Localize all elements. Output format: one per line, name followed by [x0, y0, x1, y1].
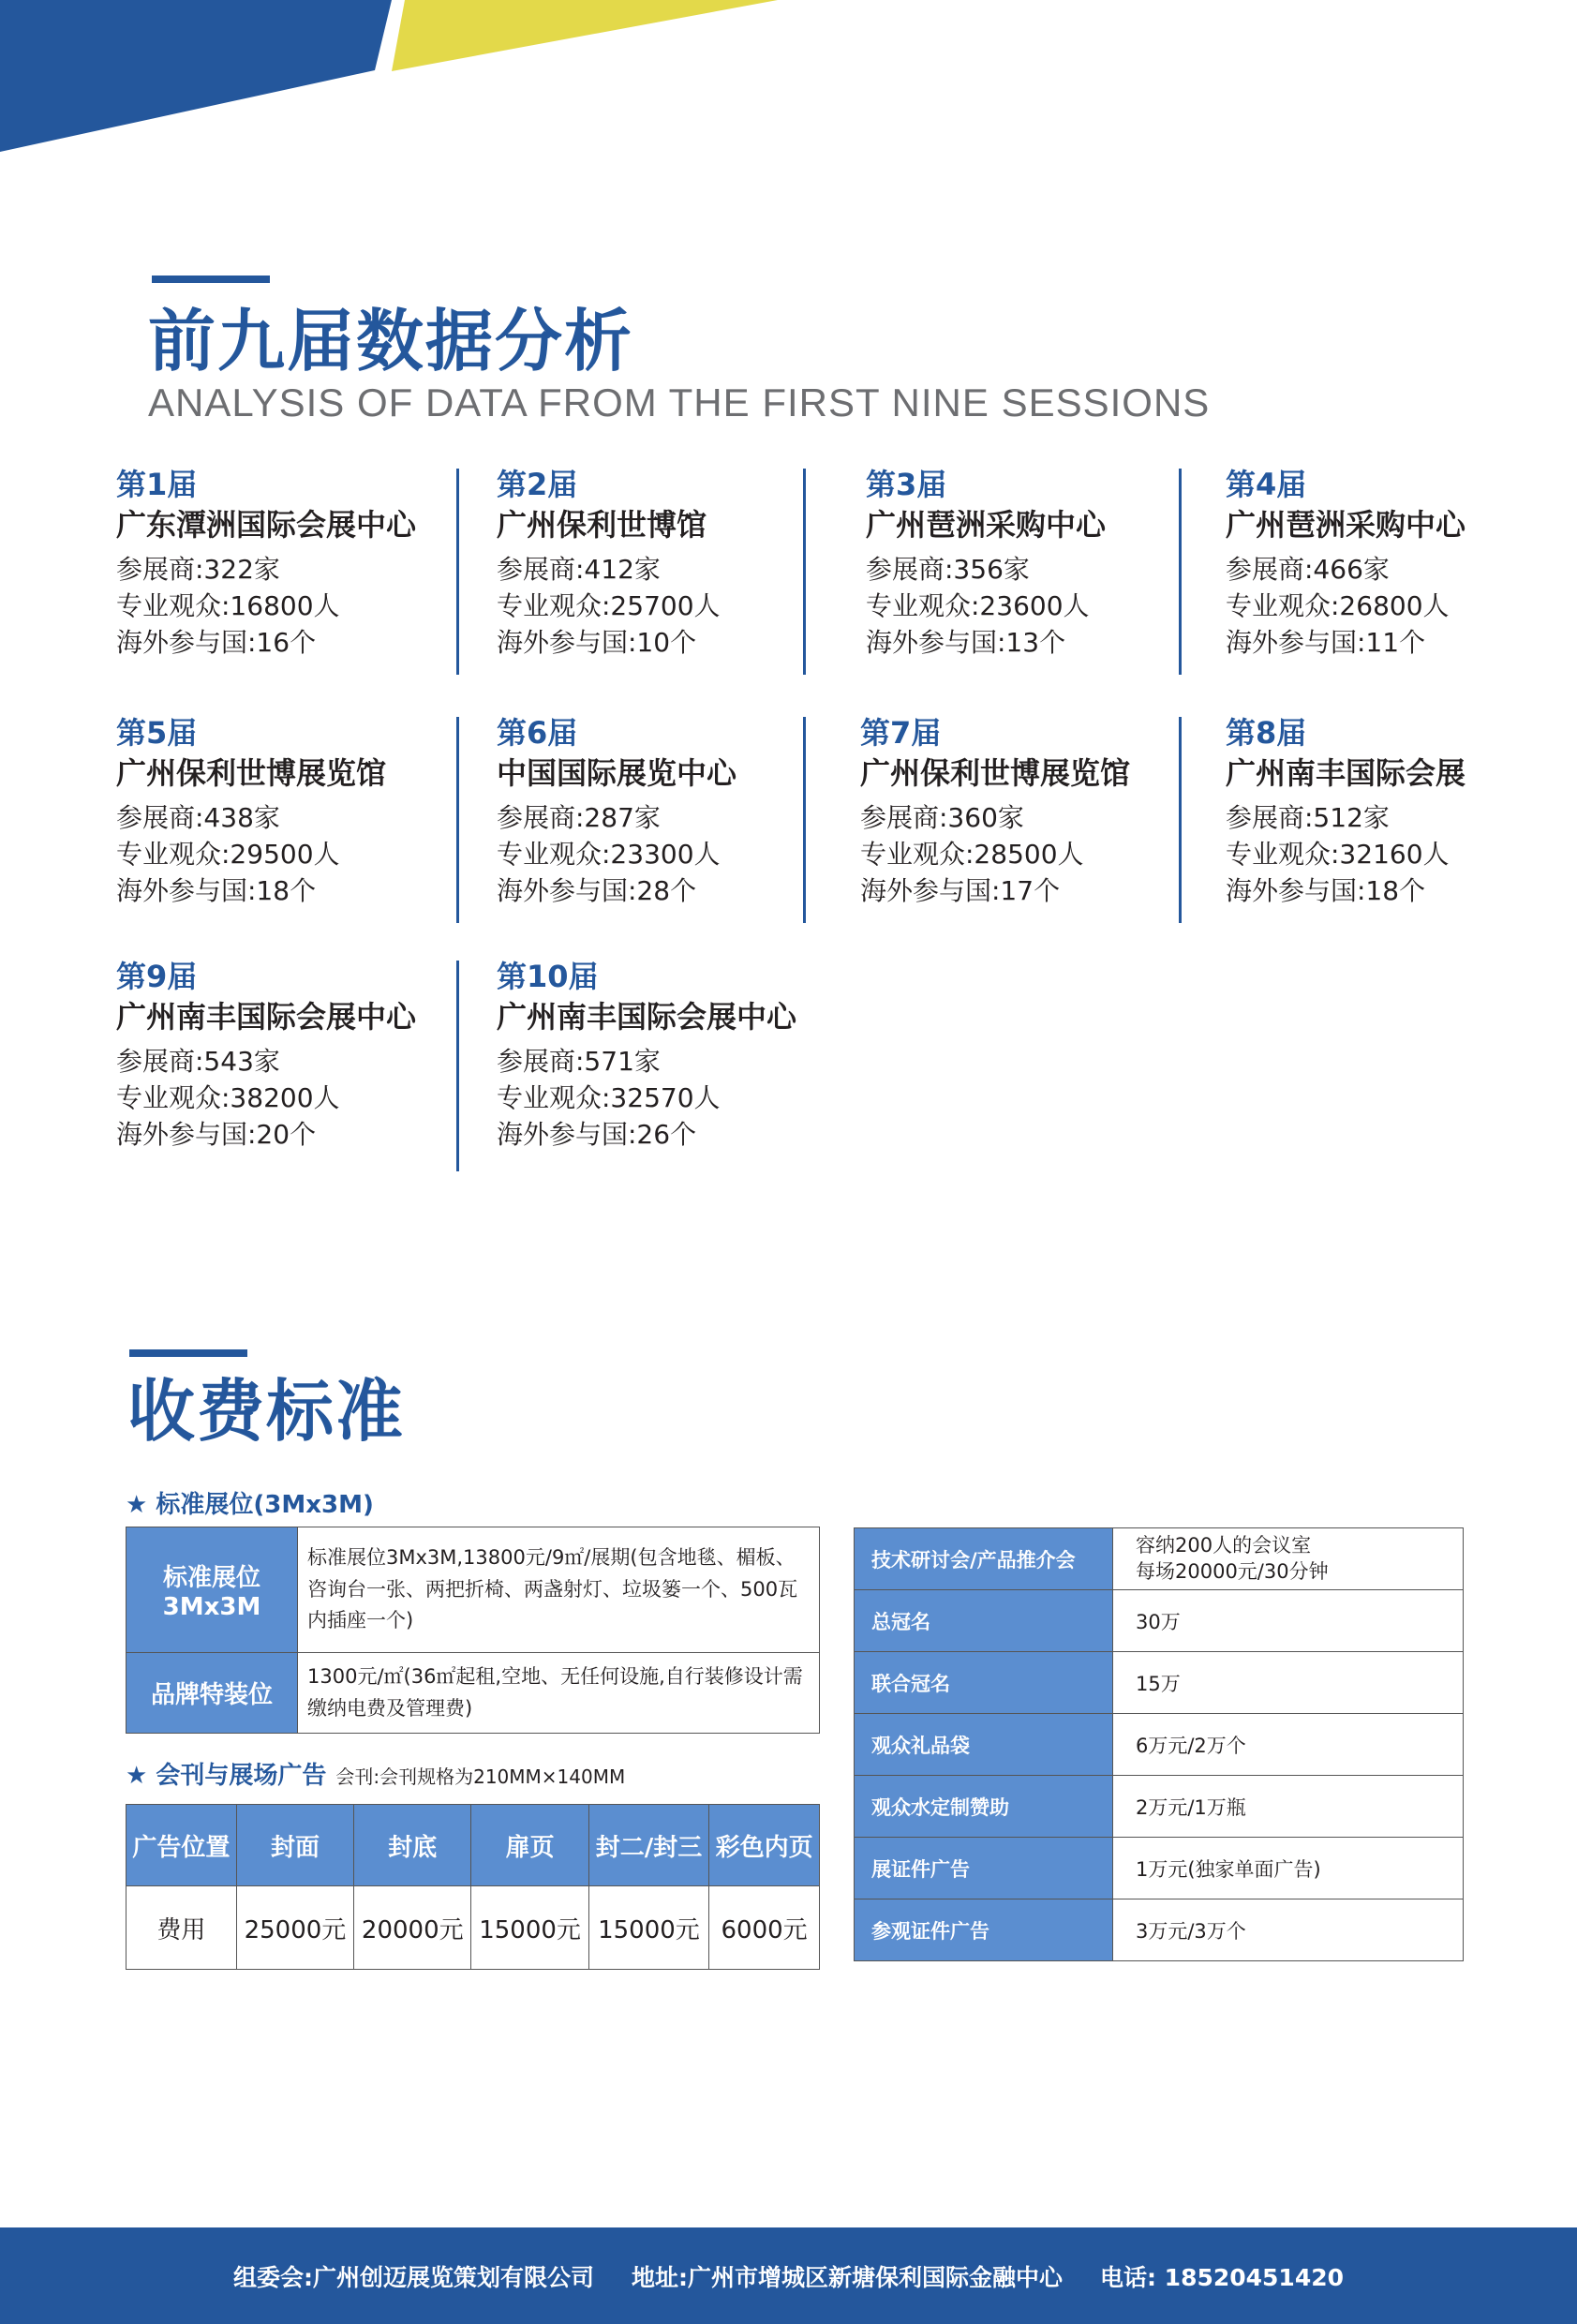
session-visitors: 专业观众:29500人: [116, 838, 340, 870]
fee-value: 3万元/3万个: [1113, 1899, 1464, 1961]
session-countries: 海外参与国:13个: [866, 626, 1066, 658]
session-card: [497, 717, 853, 909]
session-number: 第9届: [116, 959, 198, 994]
session-number: 第7届: [860, 715, 942, 751]
table-cell: 15000元: [471, 1886, 588, 1970]
session-countries: 海外参与国:18个: [1226, 874, 1426, 906]
session-card: [116, 469, 472, 661]
column-header: 扉页: [471, 1805, 588, 1886]
section2-title: 收费标准: [127, 1372, 406, 1451]
session-number: 第5届: [116, 715, 198, 751]
fee-value-line: 容纳200人的会议室: [1136, 1534, 1312, 1557]
table-row: [855, 1590, 1464, 1652]
ads-heading-row: [126, 1756, 625, 1791]
footer-bar: [0, 2227, 1577, 2324]
session-countries: 海外参与国:10个: [497, 626, 697, 658]
session-exhibitors: 参展商:360家: [860, 801, 1024, 833]
table-row: [855, 1652, 1464, 1714]
section1-subtitle: ANALYSIS OF DATA FROM THE FIRST NINE SESSIONS: [148, 380, 1211, 425]
session-visitors: 专业观众:23300人: [497, 838, 721, 870]
ads-table: [126, 1804, 820, 1970]
session-card: [497, 961, 853, 1153]
section1-title: 前九届数据分析: [148, 302, 634, 380]
column-header: 封面: [236, 1805, 353, 1886]
session-countries: 海外参与国:28个: [497, 874, 697, 906]
corner-decoration: [0, 0, 843, 159]
session-venue: 广州南丰国际会展中心: [116, 999, 417, 1035]
session-venue: 广州保利世博展览馆: [116, 755, 387, 792]
fee-value: [1113, 1528, 1464, 1590]
fee-value: 1万元(独家单面广告): [1113, 1838, 1464, 1899]
session-exhibitors: 参展商:412家: [497, 553, 661, 585]
column-header: 彩色内页: [709, 1805, 820, 1886]
booth-label-line: 品牌特装位: [150, 1681, 273, 1709]
session-venue: 广州南丰国际会展: [1226, 755, 1466, 792]
session-venue: 广州南丰国际会展中心: [497, 999, 797, 1035]
session-countries: 海外参与国:16个: [116, 626, 317, 658]
yellow-corner-shape: [392, 0, 778, 71]
footer-phone: 电话: 18520451420: [1099, 2263, 1345, 2291]
session-countries: 海外参与国:26个: [497, 1118, 697, 1150]
session-number: 第1届: [116, 467, 198, 502]
fee-value-line: 每场20000元/30分钟: [1136, 1559, 1329, 1583]
table-row: [855, 1528, 1464, 1590]
session-card: [866, 469, 1222, 661]
session-venue: 广州保利世博馆: [497, 507, 707, 544]
table-row: [855, 1776, 1464, 1838]
session-number: 第8届: [1226, 715, 1307, 751]
session-card: [116, 717, 472, 909]
session-venue: 广州保利世博展览馆: [860, 755, 1131, 792]
column-header: 广告位置: [126, 1805, 237, 1886]
session-exhibitors: 参展商:571家: [497, 1045, 661, 1077]
table-row: [855, 1838, 1464, 1899]
fee-value: 15万: [1113, 1652, 1464, 1714]
table-row: [855, 1899, 1464, 1961]
session-venue: 广州琶洲采购中心: [1226, 507, 1466, 544]
session-card: [1226, 717, 1577, 909]
table-row: [126, 1527, 820, 1653]
session-card: [497, 469, 853, 661]
session-exhibitors: 参展商:438家: [116, 801, 280, 833]
session-exhibitors: 参展商:322家: [116, 553, 280, 585]
session-number: 第3届: [866, 467, 947, 502]
table-header-row: [126, 1805, 820, 1886]
session-visitors: 专业观众:28500人: [860, 838, 1084, 870]
footer-address: 地址:广州市增城区新塘保利国际金融中心: [631, 2263, 1063, 2291]
session-number: 第2届: [497, 467, 578, 502]
session-venue: 广东潭洲国际会展中心: [116, 507, 417, 544]
fee-label: 参观证件广告: [855, 1899, 1113, 1961]
session-card: [116, 961, 472, 1153]
session-visitors: 专业观众:26800人: [1226, 589, 1450, 621]
table-cell: 25000元: [236, 1886, 353, 1970]
booth-table: [126, 1527, 820, 1734]
table-row: [126, 1886, 820, 1970]
fee-label: 观众水定制赞助: [855, 1776, 1113, 1838]
table-cell: 6000元: [709, 1886, 820, 1970]
table-cell: 15000元: [588, 1886, 708, 1970]
booth-description: 1300元/㎡(36㎡起租,空地、无任何设施,自行装修设计需缴纳电费及管理费): [298, 1653, 820, 1734]
table-cell: 20000元: [354, 1886, 471, 1970]
session-exhibitors: 参展商:287家: [497, 801, 661, 833]
footer-organizer: 组委会:广州创迈展览策划有限公司: [232, 2263, 594, 2291]
session-number: 第10届: [497, 959, 599, 994]
session-visitors: 专业观众:38200人: [116, 1081, 340, 1113]
session-countries: 海外参与国:20个: [116, 1118, 317, 1150]
booth-label: [126, 1527, 298, 1653]
booth-label: [126, 1653, 298, 1734]
session-venue: 中国国际展览中心: [497, 755, 737, 792]
fee-label: 展证件广告: [855, 1838, 1113, 1899]
session-visitors: 专业观众:25700人: [497, 589, 721, 621]
ads-note: 会刊:会刊规格为210MM×140MM: [335, 1765, 626, 1788]
session-number: 第6届: [497, 715, 578, 751]
fee-label: 联合冠名: [855, 1652, 1113, 1714]
session-card: [860, 717, 1216, 909]
table-row: [855, 1714, 1464, 1776]
session-countries: 海外参与国:18个: [116, 874, 317, 906]
booth-label-line: 3Mx3M: [162, 1593, 261, 1621]
session-visitors: 专业观众:32160人: [1226, 838, 1450, 870]
fee-value: 6万元/2万个: [1113, 1714, 1464, 1776]
table-row: [126, 1653, 820, 1734]
sponsorship-fee-table: [854, 1527, 1464, 1961]
booth-description: 标准展位3Mx3M,13800元/9㎡/展期(包含地毯、楣板、咨询台一张、两把折椅、两盏射灯、垃圾篓一个、500瓦内插座一个): [298, 1527, 820, 1653]
column-header: 封底: [354, 1805, 471, 1886]
session-number: 第4届: [1226, 467, 1307, 502]
session-visitors: 专业观众:23600人: [866, 589, 1090, 621]
session-venue: 广州琶洲采购中心: [866, 507, 1107, 544]
fee-label: 总冠名: [855, 1590, 1113, 1652]
session-visitors: 专业观众:16800人: [116, 589, 340, 621]
ads-heading: ★ 会刊与展场广告: [126, 1762, 327, 1790]
fee-label: 技术研讨会/产品推介会: [855, 1528, 1113, 1590]
fee-value: 2万元/1万瓶: [1113, 1776, 1464, 1838]
session-exhibitors: 参展商:543家: [116, 1045, 280, 1077]
session-visitors: 专业观众:32570人: [497, 1081, 721, 1113]
session-exhibitors: 参展商:512家: [1226, 801, 1390, 833]
section2-title-bar: [129, 1349, 247, 1357]
session-countries: 海外参与国:11个: [1226, 626, 1426, 658]
session-countries: 海外参与国:17个: [860, 874, 1061, 906]
column-header: 封二/封三: [588, 1805, 708, 1886]
fee-label: 观众礼品袋: [855, 1714, 1113, 1776]
session-card: [1226, 469, 1577, 661]
booth-heading: ★ 标准展位(3Mx3M): [126, 1491, 374, 1519]
section1-title-bar: [152, 276, 270, 283]
session-exhibitors: 参展商:356家: [866, 553, 1030, 585]
session-exhibitors: 参展商:466家: [1226, 553, 1390, 585]
table-cell: 费用: [126, 1886, 237, 1970]
booth-label-line: 标准展位: [162, 1564, 260, 1592]
blue-corner-shape: [0, 0, 392, 152]
fee-value: 30万: [1113, 1590, 1464, 1652]
